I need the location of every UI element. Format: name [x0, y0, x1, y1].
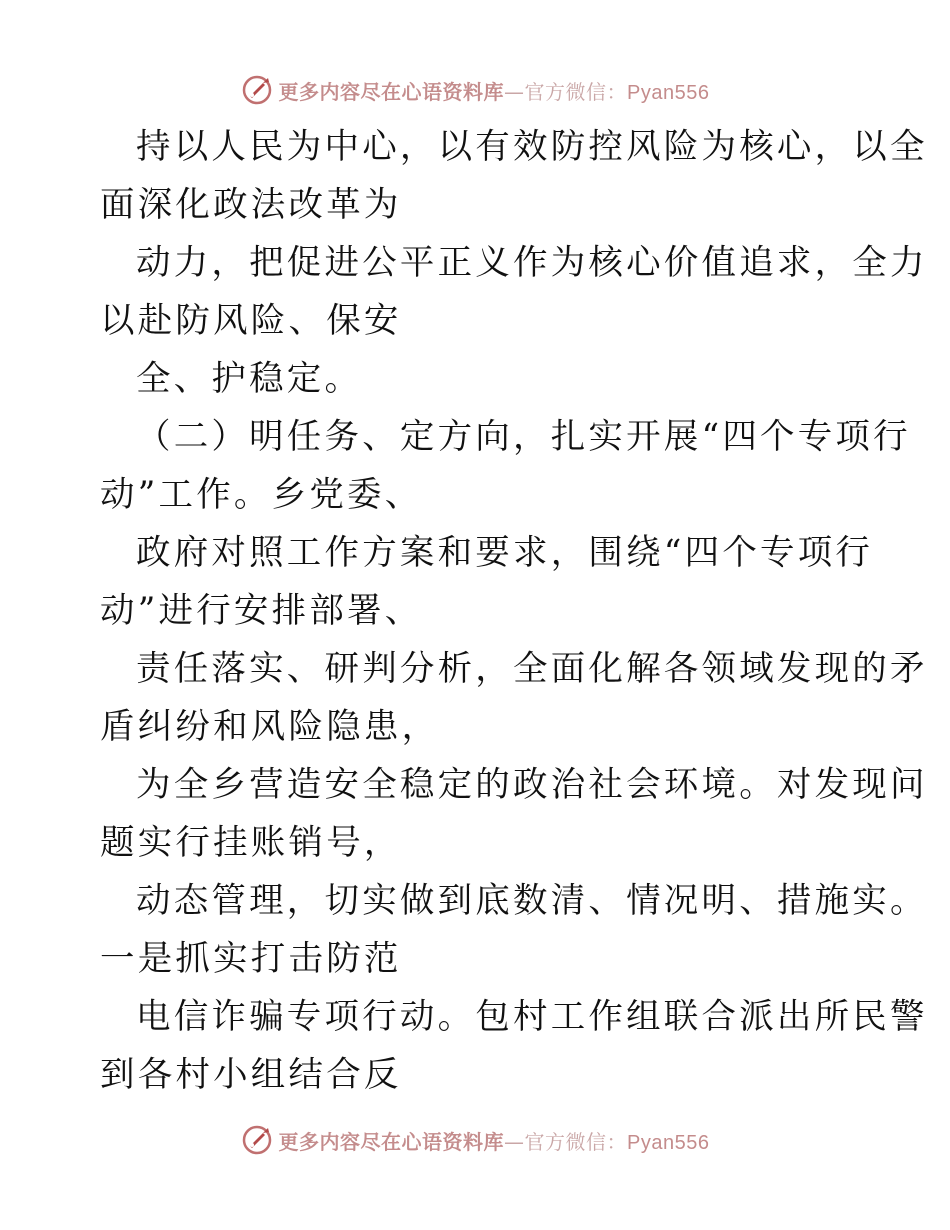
- body-line: 盾纠纷和风险隐患，: [100, 707, 440, 747]
- watermark-wechat-label: 官方微信：: [524, 1129, 628, 1154]
- body-line: 动力，把促进公平正义作为核心价值追求，全力: [136, 243, 928, 283]
- body-line: 面深化政法改革为: [100, 185, 402, 225]
- body-line: 一是抓实打击防范: [100, 939, 402, 979]
- body-line: （二）明任务、定方向，扎实开展“四个专项行: [136, 417, 911, 457]
- body-line: 到各村小组结合反: [100, 1055, 402, 1095]
- watermark-main: 更多内容尽在心语资料库: [278, 79, 505, 104]
- watermark-wechat-id: Pyan556: [627, 81, 710, 104]
- body-line: 电信诈骗专项行动。包村工作组联合派出所民警: [136, 997, 928, 1037]
- body-line: 动”进行安排部署、: [100, 591, 423, 631]
- quill-logo-icon: [241, 74, 273, 106]
- body-line: 动”工作。乡党委、: [100, 475, 423, 515]
- watermark-text: [279, 1126, 710, 1155]
- watermark-main: 更多内容尽在心语资料库: [278, 1129, 505, 1154]
- watermark-separator: —: [504, 1129, 525, 1154]
- body-line: 以赴防风险、保安: [100, 301, 402, 341]
- footer-watermark: [0, 1120, 950, 1160]
- watermark-separator: —: [504, 79, 525, 104]
- body-line: 全、护稳定。: [136, 359, 363, 399]
- header-watermark: [0, 70, 950, 110]
- body-line: 持以人民为中心，以有效防控风险为核心，以全: [136, 127, 928, 167]
- watermark-text: [279, 76, 710, 105]
- quill-logo-icon: [241, 1124, 273, 1156]
- body-line: 政府对照工作方案和要求，围绕“四个专项行: [136, 533, 874, 573]
- watermark-wechat-id: Pyan556: [627, 1131, 710, 1154]
- body-line: 为全乡营造安全稳定的政治社会环境。对发现问: [136, 765, 928, 805]
- body-line: 题实行挂账销号，: [100, 823, 402, 863]
- body-line: 责任落实、研判分析，全面化解各领域发现的矛: [136, 649, 928, 689]
- document-body: [100, 118, 928, 1104]
- watermark-wechat-label: 官方微信：: [524, 79, 628, 104]
- body-line: 动态管理，切实做到底数清、情况明、措施实。: [136, 881, 928, 921]
